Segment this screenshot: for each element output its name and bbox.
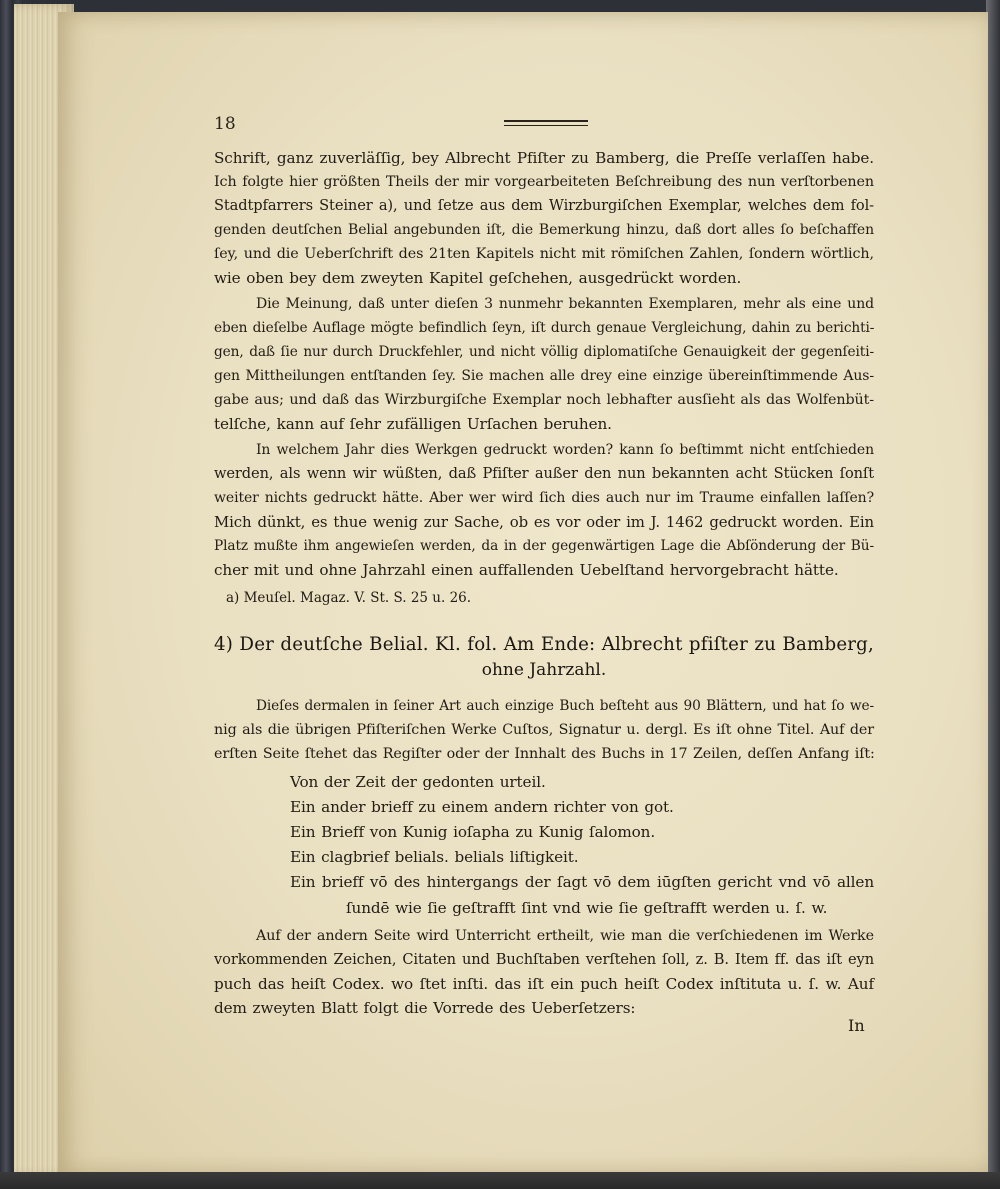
text-line: Stadtpfarrers Steiner a), und ſetze aus dem Wirzburgiſchen Exemplar, welches dem fol- xyxy=(214,197,874,214)
catchword: In xyxy=(848,1016,865,1035)
text-line: erſten Seite ſtehet das Regiſter oder der Innhalt des Buchs in 17 Zeilen, deſſen Anfang iſt: xyxy=(214,746,875,762)
bottom-shadow xyxy=(0,1172,1000,1189)
text-line: vorkommenden Zeichen, Citaten und Buchſtaben verſtehen ſoll, z. B. Item ff. das iſt eyn xyxy=(214,951,874,968)
text-line: weiter nichts gedruckt hätte. Aber wer wird ſich dies auch nur im Traume einfallen laſſen? xyxy=(214,490,874,506)
text-line: In welchem Jahr dies Werkgen gedruckt worden? kann ſo beſtimmt nicht entſchieden xyxy=(256,442,874,458)
text-line: Platz mußte ihm angewieſen werden, da in der gegenwärtigen Lage die Abſönderung der Bü- xyxy=(214,538,874,554)
text-line: dem zweyten Blatt folgt die Vorrede des Ueberſetzers: xyxy=(214,999,636,1017)
text-line: genden deutſchen Belial angebunden iſt, die Bemerkung hinzu, daß dort alles ſo beſchaffen xyxy=(214,222,874,238)
page-number: 18 xyxy=(214,114,236,134)
text-line: Mich dünkt, es thue wenig zur Sache, ob es vor oder im J. 1462 gedruckt worden. Ein xyxy=(214,513,874,531)
text-line: nig als die übrigen Pfiſteriſchen Werke Cuſtos, Signatur u. dergl. Es iſt ohne Titel. Auf der xyxy=(214,722,874,738)
right-edge xyxy=(986,0,1000,1189)
register-line: ſundē wie ſie geſtrafft ſint vnd wie ſie geſtrafft werden u. ſ. w. xyxy=(346,899,828,917)
footnote: a) Meuſel. Magaz. V. St. S. 25 u. 26. xyxy=(226,590,472,606)
register-line: Von der Zeit der gedonten urteil. xyxy=(290,773,546,791)
register-line: Ein clagbrief belials. belials liſtigkeit. xyxy=(290,848,579,866)
text-line: Die Meinung, daß unter dieſen 3 nunmehr bekannten Exemplaren, mehr als eine und xyxy=(256,296,874,312)
register-line: Ein brieff vō des hintergangs der ſagt vō dem iūgſten gericht vnd vō allen xyxy=(290,873,874,891)
header-rule xyxy=(504,120,588,126)
text-line: wie oben bey dem zweyten Kapitel geſchehen, ausgedrückt worden. xyxy=(214,269,742,287)
text-line: gabe aus; und daß das Wirzburgiſche Exemplar noch lebhafter ausſieht als das Wolfenbüt- xyxy=(214,392,874,408)
text-line: cher mit und ohne Jahrzahl einen auffallenden Uebelſtand hervorgebracht hätte. xyxy=(214,561,839,579)
text-line: ſey, und die Ueberſchrift des 21ten Kapitels nicht mit römiſchen Zahlen, ſondern wörtlich, xyxy=(214,246,874,262)
text-line: Auf der andern Seite wird Unterricht ertheilt, wie man die verſchiedenen im Werke xyxy=(256,928,874,944)
text-line: Schrift, ganz zuverläſſig, bey Albrecht Pfiſter zu Bamberg, die Preſſe verlaſſen habe. xyxy=(214,149,874,167)
text-line: werden, als wenn wir wüßten, daß Pfiſter außer den nun bekannten acht Stücken ſonſt xyxy=(214,465,874,482)
register-line: Ein Brieff von Kunig ioſapha zu Kunig ſalomon. xyxy=(290,823,656,841)
section-heading-continuation: ohne Jahrzahl. xyxy=(481,660,607,680)
text-line: gen, daß ſie nur durch Druckfehler, und nicht völlig diplomatiſche Genauigkeit der gegenſeiti- xyxy=(214,344,874,360)
text-line: gen Mittheilungen entſtanden ſey. Sie machen alle drey eine einzige übereinſtimmende Aus- xyxy=(214,368,874,384)
text-line: telſche, kann auf ſehr zufälligen Urſachen beruhen. xyxy=(214,415,612,433)
text-line: Ich folgte hier größten Theils der mir vorgearbeiteten Beſchreibung des nun verſtorbenen xyxy=(214,174,874,190)
register-line: Ein ander brieff zu einem andern richter von got. xyxy=(290,798,674,816)
page-header xyxy=(214,116,864,136)
text-line: puch das heiſt Codex. wo ſtet inſti. das iſt ein puch heiſt Codex inſtituta u. ſ. w. Auf xyxy=(214,975,874,993)
section-heading: 4) Der deutſche Belial. Kl. fol. Am Ende: Albrecht pfiſter zu Bamberg, xyxy=(214,634,874,655)
text-line: Dieſes dermalen in ſeiner Art auch einzige Buch beſteht aus 90 Blättern, und hat ſo we- xyxy=(256,698,874,714)
text-line: eben dieſelbe Auflage mögte befindlich ſeyn, iſt durch genaue Vergleichung, dahin zu berichti- xyxy=(214,320,875,336)
